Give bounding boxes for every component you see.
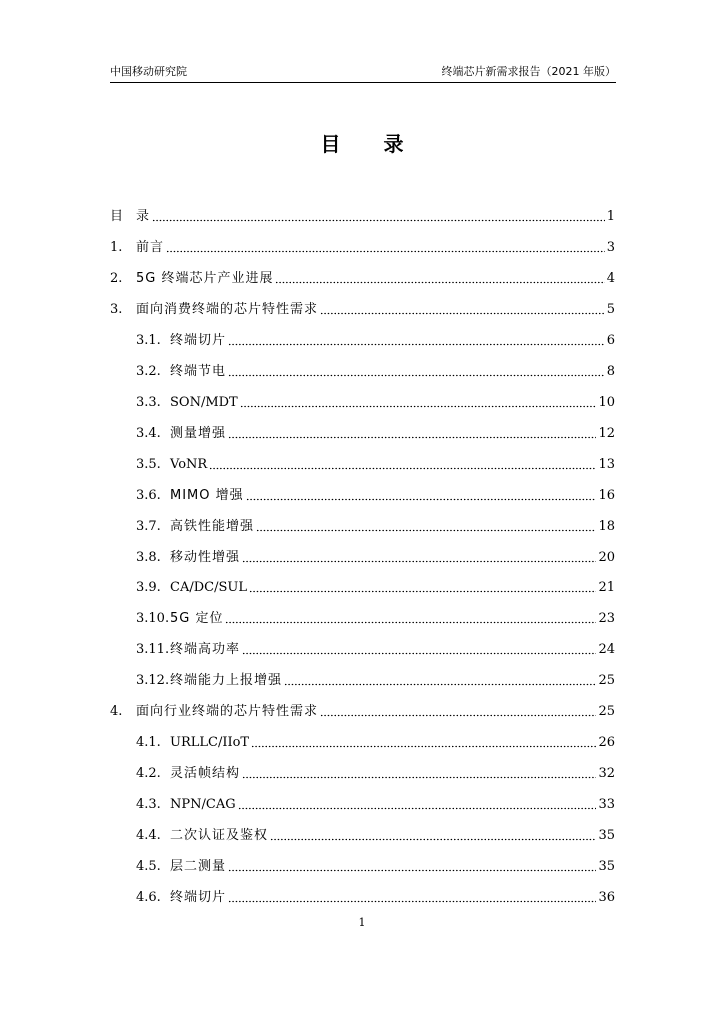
toc-entry-label: 面向消费终端的芯片特性需求 — [136, 301, 319, 317]
toc-entry-number: 3.12. — [136, 673, 170, 689]
toc-dot-leader — [228, 374, 605, 377]
toc-entry-label: URLLC/IIoT — [170, 735, 250, 751]
toc-entry-page: 8 — [606, 363, 615, 379]
toc-entry-label: 高铁性能增强 — [170, 518, 255, 534]
toc-dot-leader — [246, 498, 597, 501]
toc-entry-label: 面向行业终端的芯片特性需求 — [136, 704, 319, 720]
toc-entry-page: 32 — [598, 766, 615, 782]
toc-dot-leader — [256, 529, 596, 532]
toc-entry[interactable] — [136, 855, 615, 875]
toc-entry-label: 终端能力上报增强 — [170, 673, 283, 689]
toc-entry[interactable] — [136, 607, 615, 627]
toc-dot-leader — [249, 590, 596, 593]
toc-entry-page: 25 — [598, 673, 615, 689]
toc-entry-page: 35 — [598, 858, 615, 874]
toc-entry-label: CA/DC/SUL — [170, 580, 247, 596]
toc-entry-page: 13 — [598, 456, 615, 472]
toc-dot-leader — [228, 436, 596, 439]
header-report-title: 终端芯片新需求报告（2021 年版） — [441, 65, 616, 78]
toc-entry[interactable] — [110, 700, 615, 720]
toc-entry[interactable] — [136, 638, 615, 658]
toc-heading: 目 录 — [320, 132, 422, 156]
running-header — [110, 64, 616, 80]
toc-entry-label: 录 — [136, 209, 151, 224]
header-rule — [110, 82, 616, 83]
toc-entry-number: 3.1. — [136, 332, 161, 348]
toc-entry-page: 23 — [598, 611, 615, 627]
toc-entry-number: 4.3. — [136, 797, 161, 812]
toc-dot-leader — [251, 745, 596, 748]
toc-entry[interactable] — [110, 236, 615, 256]
toc-entry-page: 6 — [606, 332, 615, 348]
toc-dot-leader — [240, 405, 597, 408]
toc-dot-leader — [320, 312, 605, 315]
toc-entry-number: 3.7. — [136, 518, 161, 534]
toc-entry-number: 4.1. — [136, 735, 161, 751]
toc-entry-number: 目 — [110, 209, 124, 224]
toc-entry-number: 1. — [110, 239, 123, 255]
toc-entry-page: 12 — [598, 425, 615, 441]
toc-entry[interactable] — [110, 205, 615, 225]
toc-entry-number: 3.9. — [136, 580, 161, 596]
toc-entry-label: 测量增强 — [170, 425, 227, 441]
toc-entry[interactable] — [110, 298, 615, 318]
toc-entry-page: 4 — [606, 270, 615, 286]
toc-dot-leader — [242, 776, 596, 779]
toc-entry[interactable] — [136, 576, 615, 596]
toc-dot-leader — [242, 652, 596, 655]
toc-entry-number: 2. — [110, 270, 123, 286]
toc-entry-label: 灵活帧结构 — [170, 766, 241, 782]
toc-entry-page: 26 — [598, 735, 615, 751]
toc-entry-label: SON/MDT — [170, 394, 238, 410]
toc-entry-page: 18 — [598, 518, 615, 534]
toc-entry-number: 3.8. — [136, 549, 161, 565]
toc-entry-page: 35 — [598, 828, 615, 843]
toc-dot-leader — [270, 838, 596, 841]
toc-entry-label: MIMO 增强 — [170, 487, 244, 503]
toc-entry[interactable] — [136, 824, 615, 844]
toc-entry-page: 10 — [598, 394, 615, 410]
toc-entry-number: 3.5. — [136, 456, 161, 472]
toc-entry[interactable] — [136, 886, 615, 906]
toc-entry[interactable] — [136, 422, 615, 442]
toc-entry-label: 终端切片 — [170, 889, 227, 905]
toc-dot-leader — [238, 807, 597, 810]
toc-entry[interactable] — [136, 546, 615, 566]
toc-entry[interactable] — [136, 453, 615, 473]
toc-entry[interactable] — [136, 360, 615, 380]
toc-dot-leader — [242, 560, 596, 563]
page-number: 1 — [358, 916, 366, 929]
toc-entry-number: 3.10. — [136, 611, 170, 627]
toc-dot-leader — [225, 621, 596, 624]
toc-entry[interactable] — [136, 762, 615, 782]
toc-entry-label: 终端节电 — [170, 363, 227, 379]
toc-entry-page: 16 — [598, 487, 615, 503]
toc-entry-page: 3 — [606, 239, 615, 255]
toc-entry-page: 24 — [598, 642, 615, 658]
toc-entry-label: 移动性增强 — [170, 549, 241, 565]
toc-entry-number: 3.11. — [136, 642, 170, 658]
toc-entry-label: 5G 定位 — [170, 611, 224, 627]
toc-dot-leader — [284, 683, 596, 686]
toc-dot-leader — [209, 467, 596, 470]
toc-entry-number: 3.6. — [136, 487, 161, 503]
toc-entry-number: 3. — [110, 301, 123, 317]
toc-entry[interactable] — [136, 731, 615, 751]
toc-entry-label: NPN/CAG — [170, 797, 236, 812]
header-organization: 中国移动研究院 — [110, 65, 187, 78]
toc-entry-label: 终端切片 — [170, 332, 227, 348]
toc-dot-leader — [228, 900, 596, 903]
toc-entry-number: 4.4. — [136, 828, 161, 843]
toc-entry[interactable] — [136, 391, 615, 411]
toc-entry-number: 3.2. — [136, 363, 161, 379]
toc-entry-number: 3.3. — [136, 394, 161, 410]
toc-entry-label: 二次认证及鉴权 — [170, 828, 269, 843]
toc-entry[interactable] — [136, 669, 615, 689]
toc-dot-leader — [228, 343, 605, 346]
toc-entry-page: 5 — [606, 301, 615, 317]
toc-dot-leader — [228, 869, 596, 872]
toc-entry-number: 4.2. — [136, 766, 161, 782]
toc-dot-leader — [152, 219, 605, 222]
toc-entry-page: 36 — [598, 889, 615, 905]
toc-entry[interactable] — [136, 484, 615, 504]
toc-entry-page: 21 — [598, 580, 615, 596]
toc-entry[interactable] — [110, 267, 615, 287]
toc-entry-page: 33 — [598, 797, 615, 812]
toc-entry[interactable] — [136, 515, 615, 535]
toc-entry-number: 4.5. — [136, 858, 161, 874]
toc-entry-page: 25 — [598, 704, 615, 720]
toc-entry-page: 20 — [598, 549, 615, 565]
toc-entry[interactable] — [136, 329, 615, 349]
toc-entry-label: 终端高功率 — [170, 642, 241, 658]
toc-entry-number: 4.6. — [136, 889, 161, 905]
toc-entry-number: 3.4. — [136, 425, 161, 441]
toc-entry-number: 4. — [110, 704, 123, 720]
toc-dot-leader — [275, 281, 604, 284]
toc-entry-label: 层二测量 — [170, 858, 227, 874]
toc-entry-label: 前言 — [136, 239, 165, 255]
toc-entry-label: 5G 终端芯片产业进展 — [136, 270, 274, 286]
toc-entry[interactable] — [136, 793, 615, 813]
toc-entry-label: VoNR — [170, 456, 208, 472]
toc-dot-leader — [166, 250, 605, 253]
toc-entry-page: 1 — [606, 209, 615, 224]
toc-dot-leader — [320, 714, 596, 717]
